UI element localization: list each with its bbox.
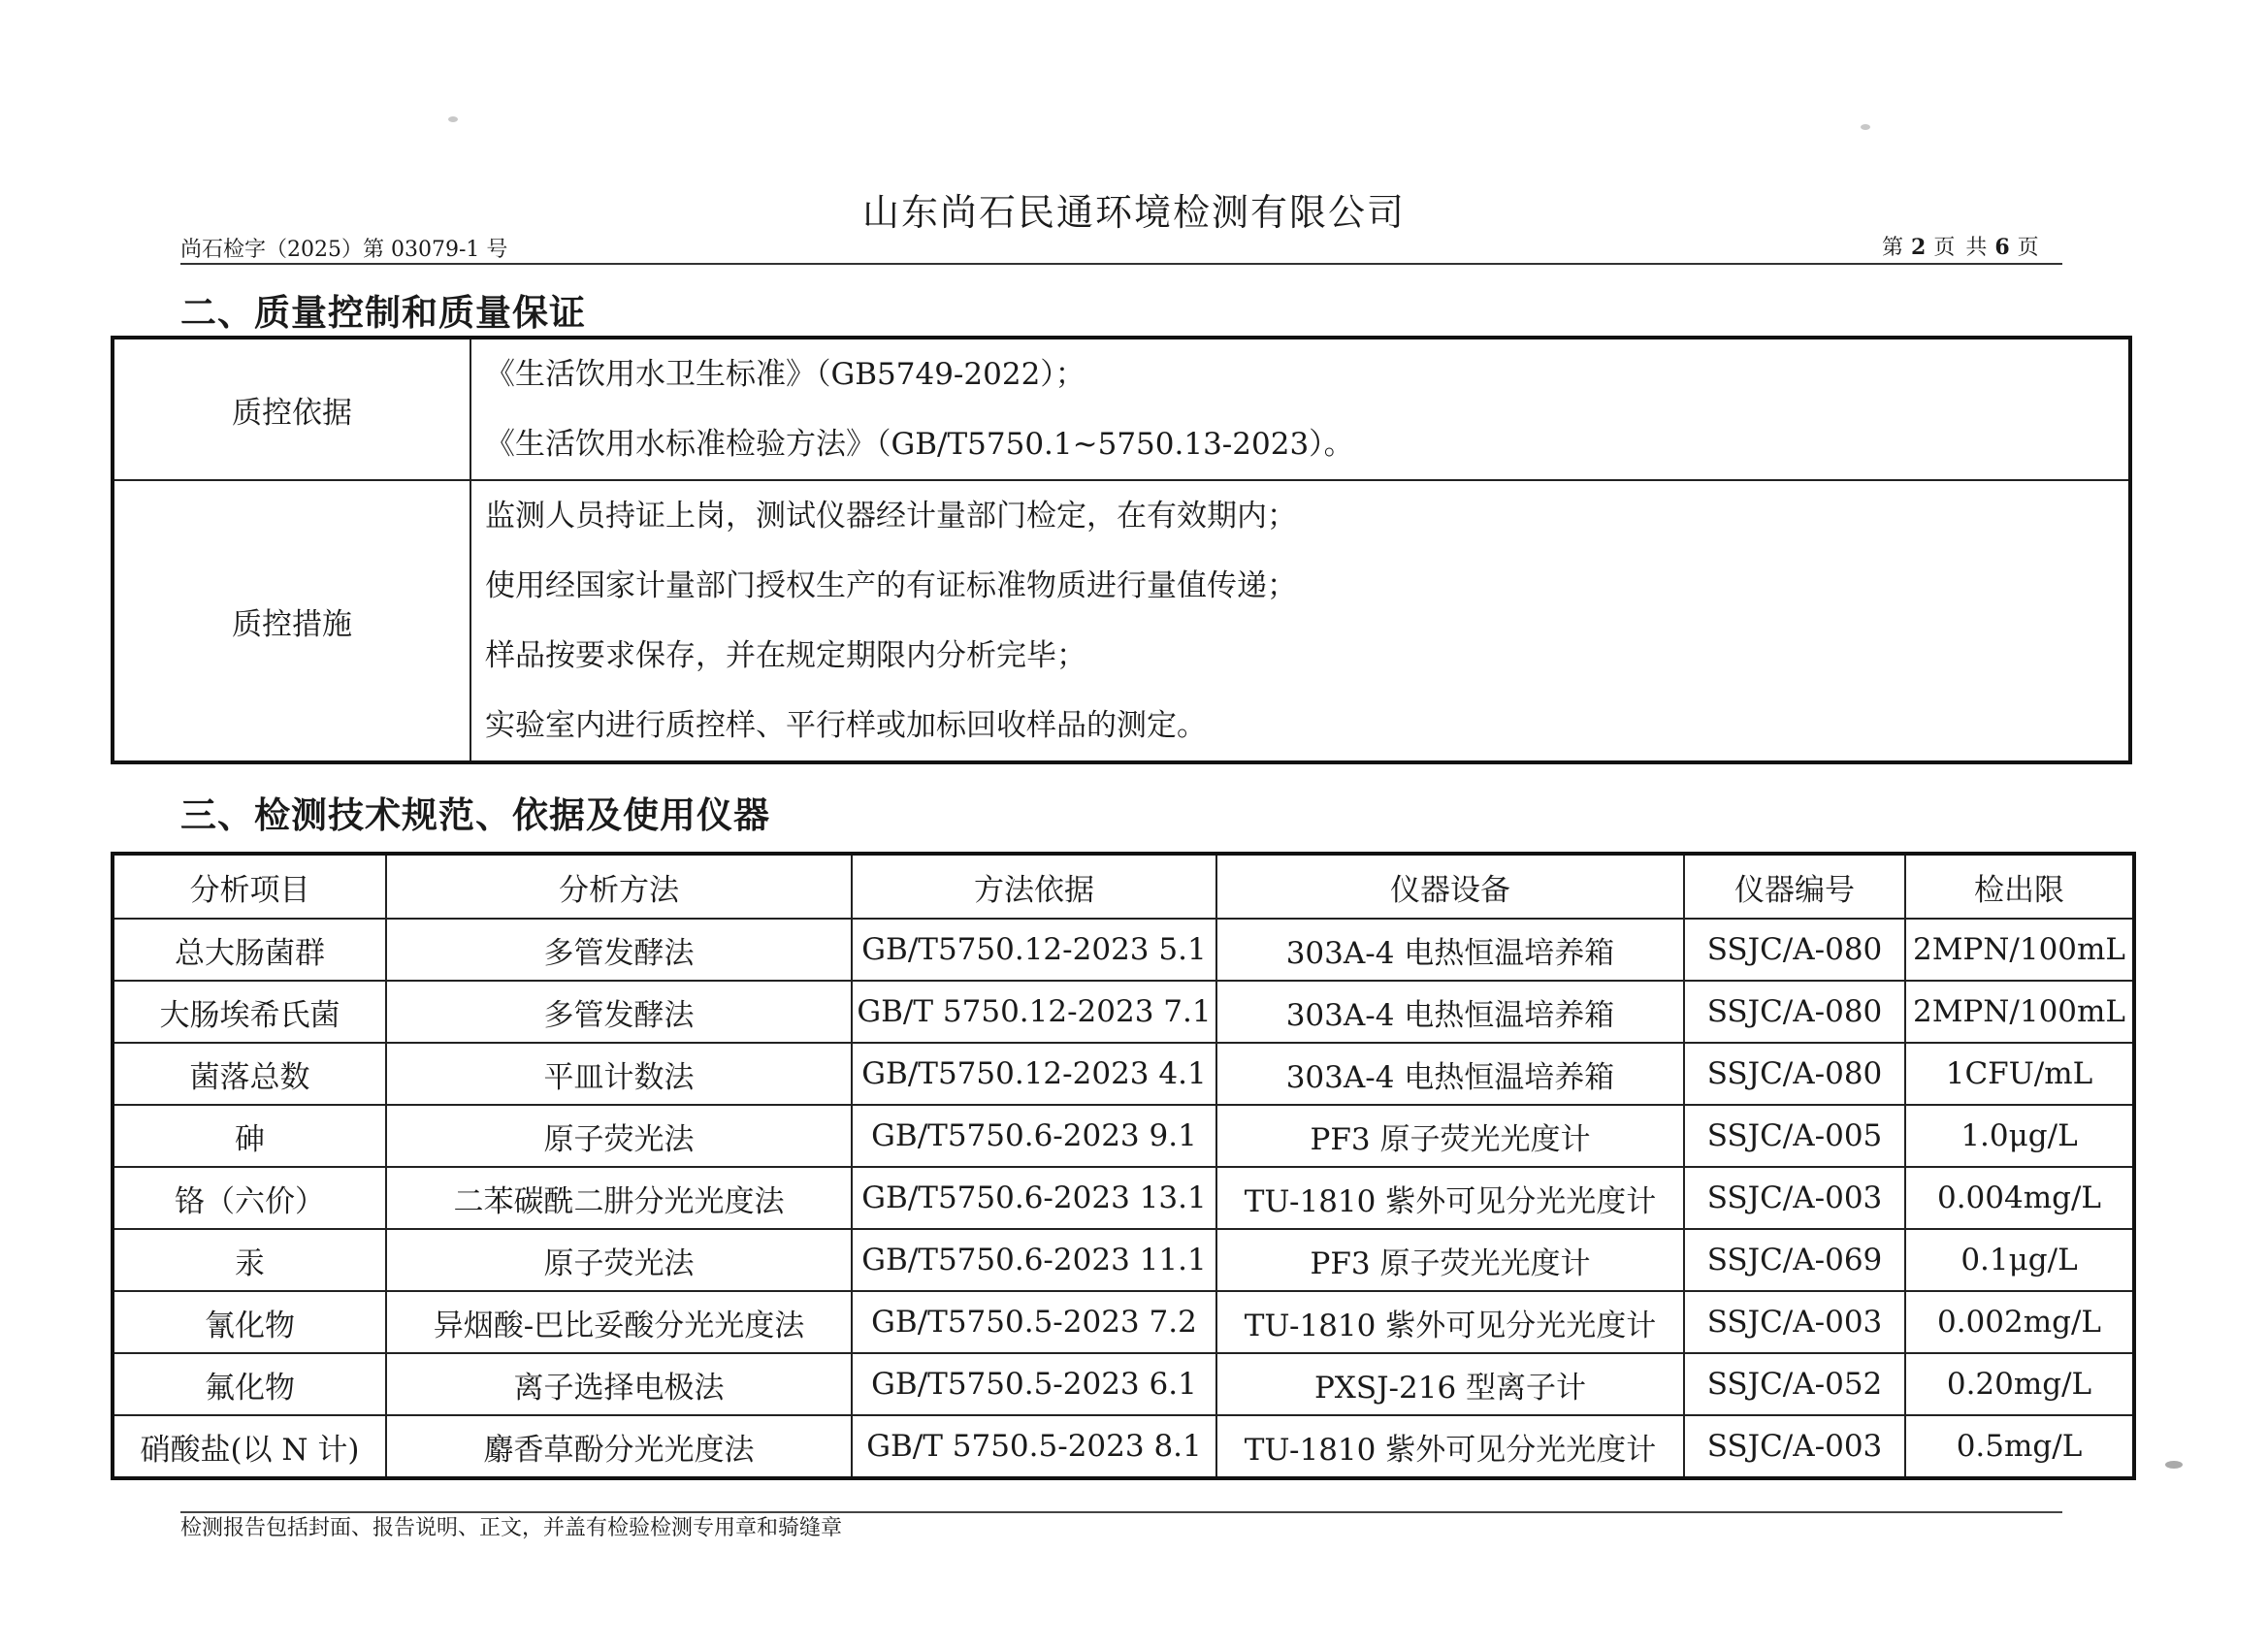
qc-row-basis	[113, 338, 2130, 480]
qc-line: 监测人员持证上岗，测试仪器经计量部门检定，在有效期内；	[485, 499, 1297, 534]
qc-line: 实验室内进行质控样、平行样或加标回收样品的测定。	[485, 708, 1207, 743]
company-name: 山东尚石民通环境检测有限公司	[861, 191, 1406, 234]
table-row	[113, 1291, 2134, 1353]
table-cell: 0.002mg/L	[1905, 1291, 2134, 1353]
page-current: 2	[1911, 235, 1928, 260]
table-row	[113, 1353, 2134, 1415]
column-header: 方法依据	[852, 854, 1216, 919]
table-cell: 原子荧光法	[386, 1105, 852, 1167]
table-cell: TU-1810 紫外可见分光光度计	[1216, 1167, 1684, 1229]
table-cell: 二苯碳酰二肼分光光度法	[386, 1167, 852, 1229]
table-cell: 303A-4 电热恒温培养箱	[1216, 919, 1684, 981]
page-indicator	[1882, 231, 2041, 261]
table-cell: SSJC/A-069	[1684, 1229, 1905, 1291]
table-cell: 砷	[113, 1105, 386, 1167]
table-cell: SSJC/A-003	[1684, 1167, 1905, 1229]
qc-line: 《生活饮用水卫生标准》（GB5749-2022）；	[485, 357, 1085, 392]
qc-label-basis: 质控依据	[113, 338, 470, 480]
table-cell: SSJC/A-080	[1684, 981, 1905, 1043]
table-cell: 麝香草酚分光光度法	[386, 1415, 852, 1478]
table-cell: GB/T5750.5-2023 6.1	[852, 1353, 1216, 1415]
table-row	[113, 1229, 2134, 1291]
table-cell: 原子荧光法	[386, 1229, 852, 1291]
qc-row-measures	[113, 480, 2130, 762]
page-prefix: 第	[1882, 236, 1906, 260]
table-cell: 1CFU/mL	[1905, 1043, 2134, 1105]
table-cell: GB/T5750.5-2023 7.2	[852, 1291, 1216, 1353]
table-cell: 硝酸盐(以 N 计)	[113, 1415, 386, 1478]
qc-content-measures	[470, 480, 2130, 762]
column-header: 仪器设备	[1216, 854, 1684, 919]
table-cell: GB/T5750.12-2023 4.1	[852, 1043, 1216, 1105]
table-cell: GB/T 5750.12-2023 7.1	[852, 981, 1216, 1043]
table-cell: 总大肠菌群	[113, 919, 386, 981]
table-cell: GB/T5750.6-2023 9.1	[852, 1105, 1216, 1167]
table-cell: GB/T5750.6-2023 13.1	[852, 1167, 1216, 1229]
table-cell: 铬（六价）	[113, 1167, 386, 1229]
table-cell: 0.5mg/L	[1905, 1415, 2134, 1478]
scan-speck	[1861, 124, 1870, 130]
section3-title: 三、检测技术规范、依据及使用仪器	[180, 794, 770, 836]
report-number: 尚石检字（2025）第 03079-1 号	[180, 238, 508, 262]
table-cell: 汞	[113, 1229, 386, 1291]
table-cell: 菌落总数	[113, 1043, 386, 1105]
table-cell: 平皿计数法	[386, 1043, 852, 1105]
table-cell: 氟化物	[113, 1353, 386, 1415]
column-header: 仪器编号	[1684, 854, 1905, 919]
table-cell: SSJC/A-003	[1684, 1415, 1905, 1478]
page-suffix: 页	[2017, 236, 2041, 260]
table-cell: 303A-4 电热恒温培养箱	[1216, 981, 1684, 1043]
table-row	[113, 1105, 2134, 1167]
qc-content-basis	[470, 338, 2130, 480]
table-cell: 0.004mg/L	[1905, 1167, 2134, 1229]
table-cell: PF3 原子荧光光度计	[1216, 1229, 1684, 1291]
table-cell: 多管发酵法	[386, 919, 852, 981]
table-cell: 多管发酵法	[386, 981, 852, 1043]
table-cell: SSJC/A-080	[1684, 1043, 1905, 1105]
scan-speck	[2165, 1461, 2183, 1469]
table-cell: TU-1810 紫外可见分光光度计	[1216, 1415, 1684, 1478]
table-cell: GB/T5750.12-2023 5.1	[852, 919, 1216, 981]
table-header-row	[113, 854, 2134, 919]
column-header: 检出限	[1905, 854, 2134, 919]
table-cell: 2MPN/100mL	[1905, 919, 2134, 981]
qc-line: 样品按要求保存，并在规定期限内分析完毕；	[485, 638, 1086, 673]
column-header: 分析方法	[386, 854, 852, 919]
table-cell: SSJC/A-080	[1684, 919, 1905, 981]
table-row	[113, 1167, 2134, 1229]
table-row	[113, 1043, 2134, 1105]
column-header: 分析项目	[113, 854, 386, 919]
header-rule	[180, 263, 2062, 265]
table-cell: 303A-4 电热恒温培养箱	[1216, 1043, 1684, 1105]
table-cell: SSJC/A-005	[1684, 1105, 1905, 1167]
table-cell: 异烟酸-巴比妥酸分光光度法	[386, 1291, 852, 1353]
table-cell: GB/T5750.6-2023 11.1	[852, 1229, 1216, 1291]
table-cell: PXSJ-216 型离子计	[1216, 1353, 1684, 1415]
table-cell: 0.20mg/L	[1905, 1353, 2134, 1415]
scan-speck	[448, 116, 458, 122]
table-cell: 0.1μg/L	[1905, 1229, 2134, 1291]
table-cell: 1.0μg/L	[1905, 1105, 2134, 1167]
test-methods-table	[111, 852, 2136, 1480]
table-row	[113, 1415, 2134, 1478]
quality-control-table	[111, 336, 2132, 764]
qc-line: 使用经国家计量部门授权生产的有证标准物质进行量值传递；	[485, 568, 1297, 603]
page-mid: 页 共	[1933, 236, 1990, 260]
table-row	[113, 981, 2134, 1043]
table-cell: 离子选择电极法	[386, 1353, 852, 1415]
page-total: 6	[1994, 235, 2012, 260]
section2-title: 二、质量控制和质量保证	[180, 292, 586, 334]
qc-line: 《生活饮用水标准检验方法》（GB/T5750.1~5750.13-2023）。	[485, 427, 1354, 462]
table-cell: SSJC/A-003	[1684, 1291, 1905, 1353]
table-cell: TU-1810 紫外可见分光光度计	[1216, 1291, 1684, 1353]
table-cell: 氰化物	[113, 1291, 386, 1353]
table-cell: 大肠埃希氏菌	[113, 981, 386, 1043]
footer-note: 检测报告包括封面、报告说明、正文，并盖有检验检测专用章和骑缝章	[180, 1516, 843, 1540]
table-cell: PF3 原子荧光光度计	[1216, 1105, 1684, 1167]
table-cell: 2MPN/100mL	[1905, 981, 2134, 1043]
table-row	[113, 919, 2134, 981]
table-cell: GB/T 5750.5-2023 8.1	[852, 1415, 1216, 1478]
table-cell: SSJC/A-052	[1684, 1353, 1905, 1415]
qc-label-measures: 质控措施	[113, 480, 470, 762]
